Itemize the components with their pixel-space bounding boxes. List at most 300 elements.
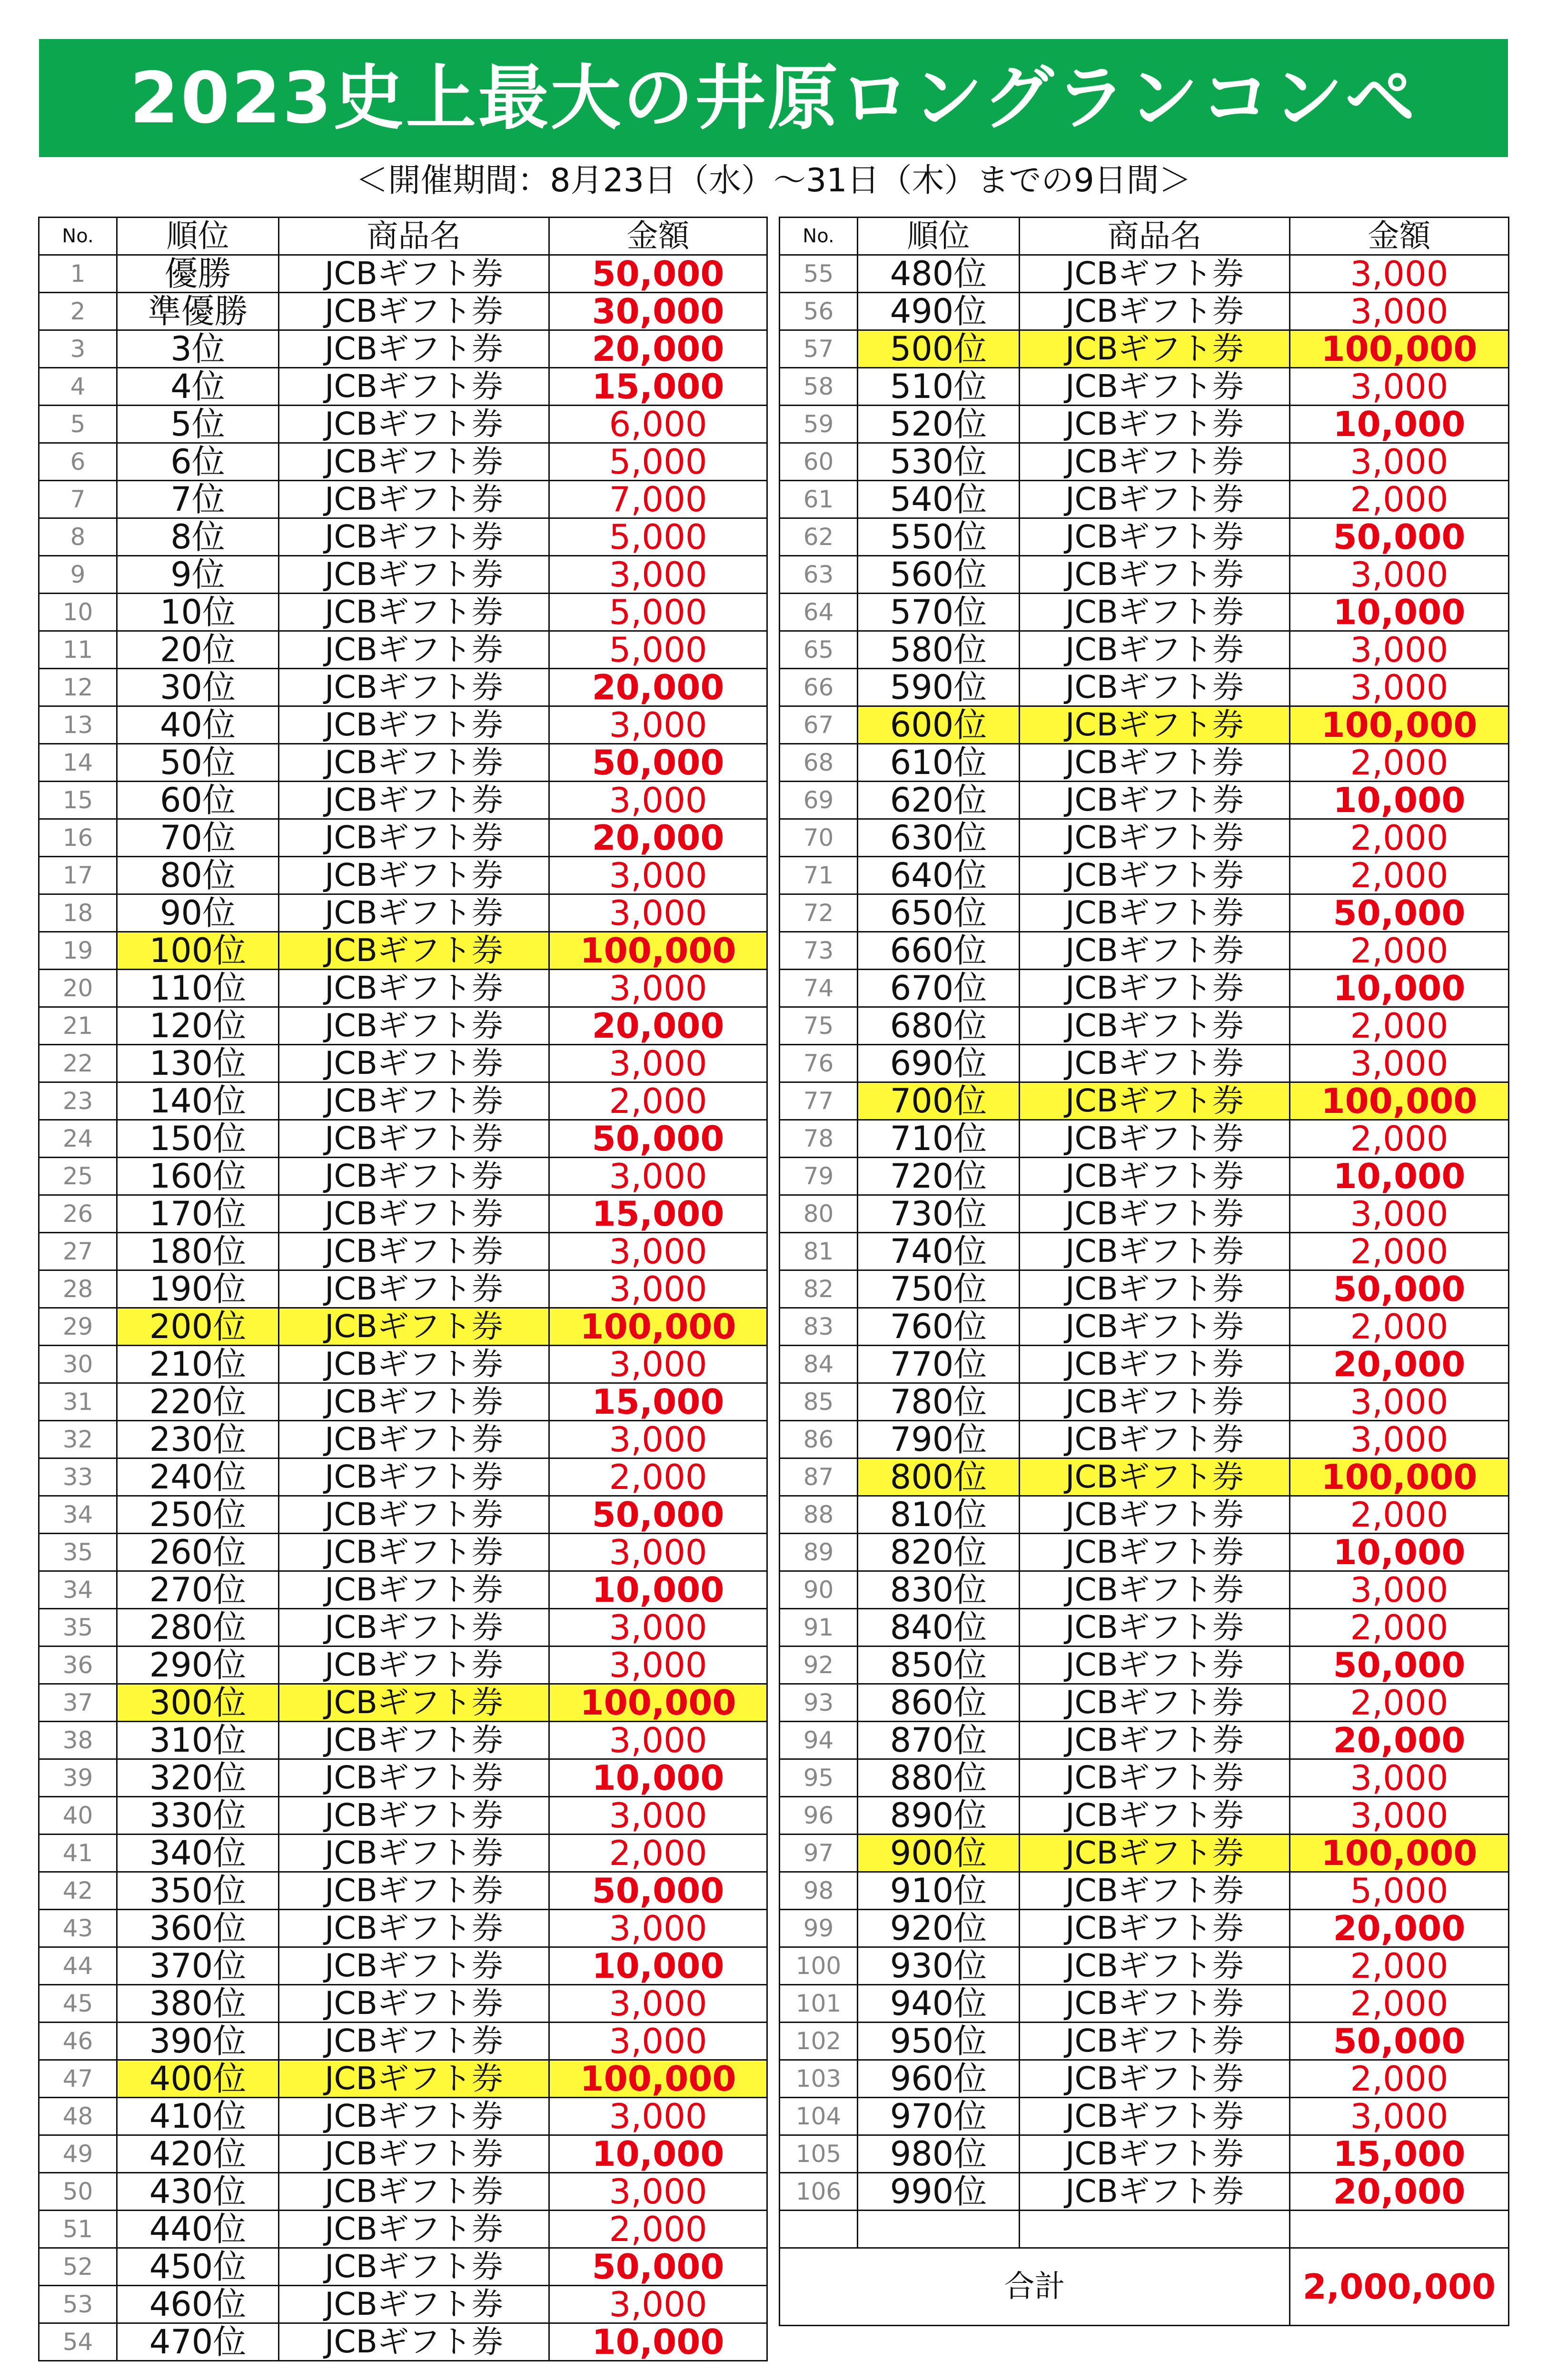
rank-cell: 600位 [858, 706, 1020, 744]
rank-cell: 640位 [858, 857, 1020, 894]
table-row [39, 518, 767, 556]
header-row [39, 218, 767, 255]
item-name-cell: JCBギフト券 [1020, 481, 1290, 518]
row-number: 39 [39, 1759, 117, 1797]
table-row [780, 2173, 1509, 2211]
row-number: 9 [39, 556, 117, 594]
rank-cell: 3位 [117, 330, 279, 368]
row-number: 75 [780, 1007, 858, 1045]
item-name-cell: JCBギフト券 [279, 1346, 549, 1383]
table-row [39, 1120, 767, 1158]
table-row [39, 1308, 767, 1346]
amount-cell: 50,000 [549, 744, 767, 782]
item-name-cell: JCBギフト券 [1020, 1270, 1290, 1308]
item-name-cell: JCBギフト券 [279, 2135, 549, 2173]
row-number: 34 [39, 1496, 117, 1534]
amount-cell: 20,000 [549, 819, 767, 857]
amount-cell: 3,000 [549, 782, 767, 819]
row-number: 83 [780, 1308, 858, 1346]
table-row [39, 330, 767, 368]
header-item: 商品名 [1020, 218, 1290, 255]
rank-cell: 850位 [858, 1646, 1020, 1684]
item-name-cell: JCBギフト券 [279, 1308, 549, 1346]
amount-cell: 50,000 [1290, 1270, 1509, 1308]
rank-cell: 590位 [858, 669, 1020, 706]
row-number: 21 [39, 1007, 117, 1045]
rank-cell: 610位 [858, 744, 1020, 782]
amount-cell: 3,000 [549, 1421, 767, 1458]
header-row [780, 218, 1509, 255]
item-name-cell: JCBギフト券 [1020, 293, 1290, 330]
rank-cell: 170位 [117, 1195, 279, 1233]
amount-cell: 10,000 [549, 2135, 767, 2173]
table-row [780, 1646, 1509, 1684]
amount-cell: 50,000 [549, 1872, 767, 1910]
rank-cell: 450位 [117, 2248, 279, 2286]
amount-cell: 3,000 [1290, 255, 1509, 293]
row-number: 76 [780, 1045, 858, 1082]
row-number: 25 [39, 1158, 117, 1195]
header-no: No. [780, 218, 858, 255]
row-number: 29 [39, 1308, 117, 1346]
amount-cell: 3,000 [1290, 443, 1509, 481]
item-name-cell: JCBギフト券 [279, 1007, 549, 1045]
row-number: 38 [39, 1722, 117, 1759]
amount-cell: 50,000 [549, 1496, 767, 1534]
table-row [780, 1308, 1509, 1346]
item-name-cell: JCBギフト券 [1020, 1835, 1290, 1872]
rank-cell: 890位 [858, 1797, 1020, 1835]
item-name-cell: JCBギフト券 [279, 932, 549, 970]
item-name-cell: JCBギフト券 [1020, 894, 1290, 932]
table-row [780, 1270, 1509, 1308]
table-row [780, 255, 1509, 293]
prize-table-right [779, 217, 1509, 2326]
row-number: 17 [39, 857, 117, 894]
table-row [780, 1835, 1509, 1872]
row-number: 11 [39, 631, 117, 669]
item-name-cell: JCBギフト券 [279, 1722, 549, 1759]
row-number: 93 [780, 1684, 858, 1722]
row-number: 67 [780, 706, 858, 744]
table-row [39, 1421, 767, 1458]
item-name-cell: JCBギフト券 [1020, 1722, 1290, 1759]
table-row [780, 481, 1509, 518]
table-row [780, 1195, 1509, 1233]
amount-cell: 2,000 [1290, 2060, 1509, 2098]
table-row [780, 2023, 1509, 2060]
item-name-cell: JCBギフト券 [1020, 631, 1290, 669]
row-number: 91 [780, 1609, 858, 1646]
rank-cell: 7位 [117, 481, 279, 518]
rank-cell: 710位 [858, 1120, 1020, 1158]
row-number: 45 [39, 1985, 117, 2023]
row-number: 104 [780, 2098, 858, 2135]
rank-cell: 830位 [858, 1571, 1020, 1609]
table-row [39, 1383, 767, 1421]
rank-cell: 920位 [858, 1910, 1020, 1947]
item-name-cell: JCBギフト券 [1020, 1759, 1290, 1797]
item-name-cell: JCBギフト券 [1020, 1120, 1290, 1158]
table-row [780, 443, 1509, 481]
table-row [780, 1458, 1509, 1496]
row-number: 74 [780, 970, 858, 1007]
row-number: 84 [780, 1346, 858, 1383]
item-name-cell: JCBギフト券 [1020, 1233, 1290, 1270]
amount-cell: 3,000 [1290, 1421, 1509, 1458]
rank-cell: 860位 [858, 1684, 1020, 1722]
amount-cell: 20,000 [1290, 1722, 1509, 1759]
row-number: 37 [39, 1684, 117, 1722]
rank-cell: 820位 [858, 1534, 1020, 1571]
item-name-cell: JCBギフト券 [279, 1421, 549, 1458]
amount-cell: 2,000 [549, 1458, 767, 1496]
header-rank: 順位 [858, 218, 1020, 255]
table-row [39, 406, 767, 443]
table-row [39, 894, 767, 932]
amount-cell: 2,000 [1290, 1308, 1509, 1346]
rank-cell: 320位 [117, 1759, 279, 1797]
item-name-cell: JCBギフト券 [1020, 1985, 1290, 2023]
amount-cell: 3,000 [1290, 293, 1509, 330]
table-row [39, 2286, 767, 2323]
table-row [39, 2211, 767, 2248]
empty-row [780, 2211, 1509, 2248]
amount-cell: 3,000 [549, 1270, 767, 1308]
rank-cell: 370位 [117, 1947, 279, 1985]
rank-cell: 160位 [117, 1158, 279, 1195]
item-name-cell: JCBギフト券 [279, 1045, 549, 1082]
empty-cell [1020, 2211, 1290, 2248]
table-row [780, 970, 1509, 1007]
row-number: 66 [780, 669, 858, 706]
item-name-cell: JCBギフト券 [279, 518, 549, 556]
item-name-cell: JCBギフト券 [279, 706, 549, 744]
amount-cell: 2,000 [1290, 1684, 1509, 1722]
table-row [39, 443, 767, 481]
table-row [39, 1007, 767, 1045]
row-number: 44 [39, 1947, 117, 1985]
item-name-cell: JCBギフト券 [1020, 2098, 1290, 2135]
item-name-cell: JCBギフト券 [1020, 1609, 1290, 1646]
rank-cell: 580位 [858, 631, 1020, 669]
row-number: 51 [39, 2211, 117, 2248]
table-row [780, 1910, 1509, 1947]
row-number: 70 [780, 819, 858, 857]
amount-cell: 3,000 [1290, 631, 1509, 669]
row-number: 5 [39, 406, 117, 443]
row-number: 58 [780, 368, 858, 406]
item-name-cell: JCBギフト券 [1020, 1383, 1290, 1421]
row-number: 42 [39, 1872, 117, 1910]
item-name-cell: JCBギフト券 [279, 406, 549, 443]
rank-cell: 670位 [858, 970, 1020, 1007]
rank-cell: 70位 [117, 819, 279, 857]
item-name-cell: JCBギフト券 [279, 1571, 549, 1609]
row-number: 60 [780, 443, 858, 481]
rank-cell: 270位 [117, 1571, 279, 1609]
amount-cell: 100,000 [549, 1308, 767, 1346]
rank-cell: 520位 [858, 406, 1020, 443]
rank-cell: 420位 [117, 2135, 279, 2173]
table-row [39, 2323, 767, 2361]
item-name-cell: JCBギフト券 [279, 594, 549, 631]
table-row [780, 1609, 1509, 1646]
table-row [39, 1985, 767, 2023]
item-name-cell: JCBギフト券 [1020, 1947, 1290, 1985]
amount-cell: 10,000 [1290, 782, 1509, 819]
table-row [39, 368, 767, 406]
table-row [780, 2098, 1509, 2135]
rank-cell: 650位 [858, 894, 1020, 932]
row-number: 94 [780, 1722, 858, 1759]
rank-cell: 730位 [858, 1195, 1020, 1233]
amount-cell: 3,000 [1290, 1045, 1509, 1082]
amount-cell: 3,000 [549, 556, 767, 594]
item-name-cell: JCBギフト券 [1020, 970, 1290, 1007]
amount-cell: 50,000 [549, 2248, 767, 2286]
item-name-cell: JCBギフト券 [1020, 1195, 1290, 1233]
table-row [780, 1797, 1509, 1835]
item-name-cell: JCBギフト券 [279, 1609, 549, 1646]
rank-cell: 950位 [858, 2023, 1020, 2060]
item-name-cell: JCBギフト券 [279, 894, 549, 932]
table-row [39, 819, 767, 857]
table-row [780, 782, 1509, 819]
row-number: 43 [39, 1910, 117, 1947]
rank-cell: 400位 [117, 2060, 279, 2098]
amount-cell: 10,000 [1290, 970, 1509, 1007]
row-number: 73 [780, 932, 858, 970]
amount-cell: 3,000 [1290, 669, 1509, 706]
empty-cell [1290, 2211, 1509, 2248]
item-name-cell: JCBギフト券 [1020, 1910, 1290, 1947]
row-number: 48 [39, 2098, 117, 2135]
table-row [780, 1158, 1509, 1195]
row-number: 63 [780, 556, 858, 594]
header-no: No. [39, 218, 117, 255]
item-name-cell: JCBギフト券 [1020, 2173, 1290, 2211]
empty-cell [858, 2211, 1020, 2248]
row-number: 33 [39, 1458, 117, 1496]
table-row [39, 1496, 767, 1534]
amount-cell: 20,000 [549, 1007, 767, 1045]
item-name-cell: JCBギフト券 [279, 631, 549, 669]
total-label: 合計 [780, 2248, 1290, 2326]
item-name-cell: JCBギフト券 [1020, 2060, 1290, 2098]
row-number: 8 [39, 518, 117, 556]
item-name-cell: JCBギフト券 [279, 2098, 549, 2135]
rank-cell: 340位 [117, 1835, 279, 1872]
amount-cell: 2,000 [1290, 857, 1509, 894]
amount-cell: 15,000 [549, 1383, 767, 1421]
table-row [39, 2098, 767, 2135]
amount-cell: 100,000 [549, 1684, 767, 1722]
row-number: 35 [39, 1534, 117, 1571]
table-row [780, 1759, 1509, 1797]
table-row [39, 1684, 767, 1722]
rank-cell: 510位 [858, 368, 1020, 406]
item-name-cell: JCBギフト券 [279, 1759, 549, 1797]
amount-cell: 3,000 [549, 1797, 767, 1835]
rank-cell: 200位 [117, 1308, 279, 1346]
row-number: 86 [780, 1421, 858, 1458]
rank-cell: 350位 [117, 1872, 279, 1910]
amount-cell: 3,000 [549, 1910, 767, 1947]
item-name-cell: JCBギフト券 [1020, 1571, 1290, 1609]
item-name-cell: JCBギフト券 [1020, 1158, 1290, 1195]
row-number: 24 [39, 1120, 117, 1158]
rank-cell: 280位 [117, 1609, 279, 1646]
amount-cell: 3,000 [1290, 556, 1509, 594]
header-amount: 金額 [1290, 218, 1509, 255]
row-number: 34 [39, 1571, 117, 1609]
row-number: 101 [780, 1985, 858, 2023]
table-row [780, 932, 1509, 970]
rank-cell: 430位 [117, 2173, 279, 2211]
amount-cell: 10,000 [549, 1759, 767, 1797]
table-row [39, 556, 767, 594]
amount-cell: 2,000 [549, 1082, 767, 1120]
item-name-cell: JCBギフト券 [1020, 669, 1290, 706]
row-number: 98 [780, 1872, 858, 1910]
table-row [780, 819, 1509, 857]
rank-cell: 130位 [117, 1045, 279, 1082]
rank-cell: 480位 [858, 255, 1020, 293]
total-row [780, 2248, 1509, 2326]
amount-cell: 100,000 [549, 2060, 767, 2098]
row-number: 28 [39, 1270, 117, 1308]
rank-cell: 980位 [858, 2135, 1020, 2173]
item-name-cell: JCBギフト券 [279, 2023, 549, 2060]
item-name-cell: JCBギフト券 [279, 819, 549, 857]
table-row [39, 1646, 767, 1684]
event-period: ＜開催期間：8月23日（水）〜31日（木）までの9日間＞ [356, 162, 1191, 199]
rank-cell: 800位 [858, 1458, 1020, 1496]
amount-cell: 2,000 [1290, 1233, 1509, 1270]
item-name-cell: JCBギフト券 [279, 1158, 549, 1195]
row-number: 40 [39, 1797, 117, 1835]
row-number: 85 [780, 1383, 858, 1421]
row-number: 79 [780, 1158, 858, 1195]
amount-cell: 100,000 [1290, 706, 1509, 744]
rank-cell: 190位 [117, 1270, 279, 1308]
table-row [780, 2060, 1509, 2098]
table-row [780, 1947, 1509, 1985]
item-name-cell: JCBギフト券 [1020, 932, 1290, 970]
table-row [39, 1797, 767, 1835]
item-name-cell: JCBギフト券 [1020, 556, 1290, 594]
row-number: 22 [39, 1045, 117, 1082]
item-name-cell: JCBギフト券 [279, 2211, 549, 2248]
table-row [39, 2135, 767, 2173]
amount-cell: 3,000 [1290, 1195, 1509, 1233]
item-name-cell: JCBギフト券 [279, 330, 549, 368]
table-row [39, 970, 767, 1007]
item-name-cell: JCBギフト券 [279, 368, 549, 406]
row-number: 100 [780, 1947, 858, 1985]
row-number: 1 [39, 255, 117, 293]
amount-cell: 3,000 [549, 1646, 767, 1684]
rank-cell: 620位 [858, 782, 1020, 819]
item-name-cell: JCBギフト券 [279, 556, 549, 594]
item-name-cell: JCBギフト券 [279, 1458, 549, 1496]
header-amount: 金額 [549, 218, 767, 255]
table-row [780, 669, 1509, 706]
table-row [39, 1534, 767, 1571]
row-number: 47 [39, 2060, 117, 2098]
amount-cell: 3,000 [549, 2173, 767, 2211]
item-name-cell: JCBギフト券 [279, 2173, 549, 2211]
item-name-cell: JCBギフト券 [1020, 1082, 1290, 1120]
table-row [39, 1609, 767, 1646]
amount-cell: 15,000 [549, 1195, 767, 1233]
table-row [39, 857, 767, 894]
item-name-cell: JCBギフト券 [279, 970, 549, 1007]
row-number: 78 [780, 1120, 858, 1158]
amount-cell: 2,000 [1290, 1120, 1509, 1158]
row-number: 64 [780, 594, 858, 631]
amount-cell: 2,000 [1290, 481, 1509, 518]
item-name-cell: JCBギフト券 [279, 1684, 549, 1722]
rank-cell: 780位 [858, 1383, 1020, 1421]
amount-cell: 50,000 [1290, 894, 1509, 932]
table-row [780, 1722, 1509, 1759]
row-number: 54 [39, 2323, 117, 2361]
page-title: 2023史上最大の井原ロングランコンペ [129, 57, 1418, 139]
item-name-cell: JCBギフト券 [279, 1082, 549, 1120]
table-row [780, 1684, 1509, 1722]
amount-cell: 100,000 [1290, 330, 1509, 368]
item-name-cell: JCBギフト券 [1020, 1346, 1290, 1383]
table-row [39, 932, 767, 970]
row-number: 6 [39, 443, 117, 481]
rank-cell: 900位 [858, 1835, 1020, 1872]
item-name-cell: JCBギフト券 [279, 255, 549, 293]
row-number: 2 [39, 293, 117, 330]
table-row [780, 894, 1509, 932]
table-row [39, 1233, 767, 1270]
item-name-cell: JCBギフト券 [279, 1383, 549, 1421]
table-row [39, 1270, 767, 1308]
table-row [39, 481, 767, 518]
amount-cell: 100,000 [549, 932, 767, 970]
amount-cell: 10,000 [1290, 594, 1509, 631]
rank-cell: 930位 [858, 1947, 1020, 1985]
rank-cell: 110位 [117, 970, 279, 1007]
table-row [780, 1872, 1509, 1910]
row-number: 32 [39, 1421, 117, 1458]
row-number: 20 [39, 970, 117, 1007]
row-number: 7 [39, 481, 117, 518]
amount-cell: 2,000 [1290, 932, 1509, 970]
table-row [780, 1421, 1509, 1458]
amount-cell: 6,000 [549, 406, 767, 443]
item-name-cell: JCBギフト券 [279, 1872, 549, 1910]
item-name-cell: JCBギフト券 [1020, 1684, 1290, 1722]
rank-cell: 5位 [117, 406, 279, 443]
table-row [780, 518, 1509, 556]
item-name-cell: JCBギフト券 [279, 1270, 549, 1308]
table-row [39, 782, 767, 819]
header-item: 商品名 [279, 218, 549, 255]
table-row [39, 1835, 767, 1872]
item-name-cell: JCBギフト券 [279, 669, 549, 706]
row-number: 81 [780, 1233, 858, 1270]
amount-cell: 2,000 [1290, 744, 1509, 782]
rank-cell: 90位 [117, 894, 279, 932]
amount-cell: 2,000 [1290, 1985, 1509, 2023]
